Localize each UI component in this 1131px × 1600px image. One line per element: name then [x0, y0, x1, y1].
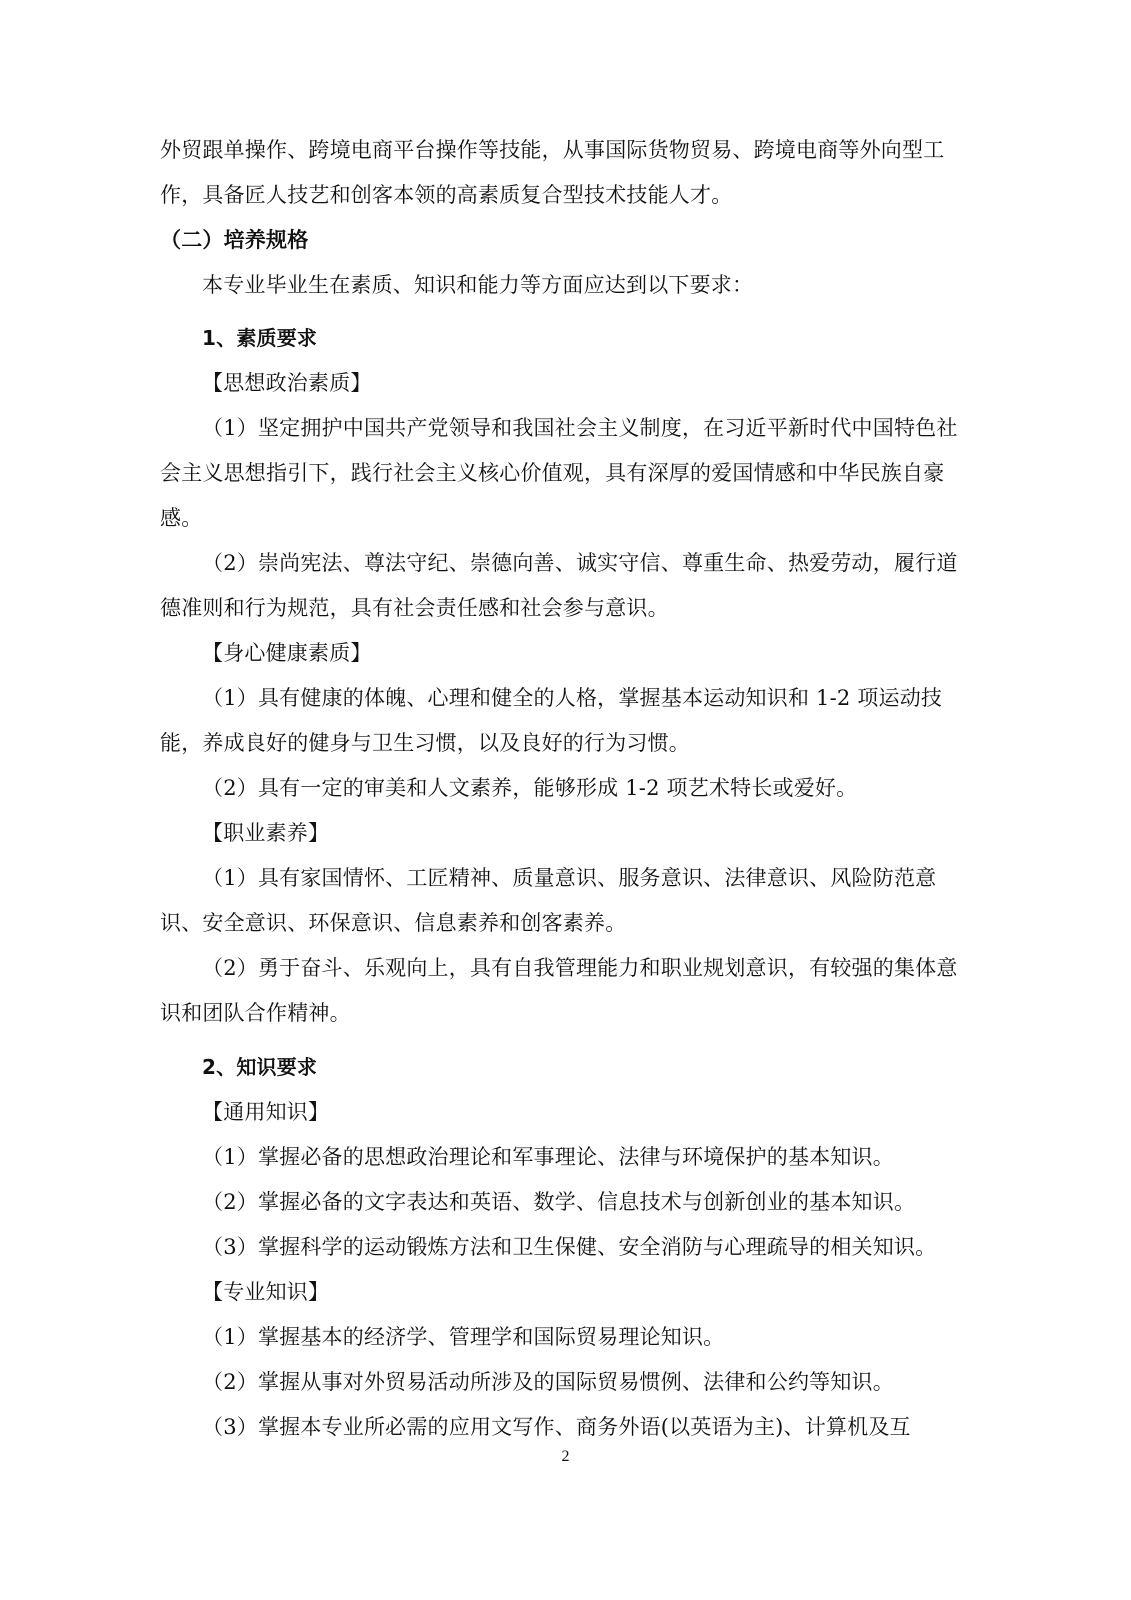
subheading-knowledge-requirements: 2、知识要求 — [202, 1055, 318, 1079]
list-item: （1）掌握基本的经济学、管理学和国际贸易理论知识。 — [202, 1325, 725, 1349]
list-item: （2）具有一定的审美和人文素养，能够形成 1-2 项艺术特长或爱好。 — [202, 776, 858, 800]
page-number: 2 — [561, 1448, 570, 1465]
list-item: （3）掌握科学的运动锻炼方法和卫生保健、安全消防与心理疏导的相关知识。 — [202, 1235, 937, 1259]
list-item: （3）掌握本专业所必需的应用文写作、商务外语(以英语为主)、计算机及互 — [202, 1415, 911, 1439]
list-item: （1）具有健康的体魄、心理和健全的人格，掌握基本运动知识和 1-2 项运动技能，养成良好的健身与卫生习惯，以及良好的行为习惯。 — [160, 686, 943, 755]
list-item: （2）掌握从事对外贸易活动所涉及的国际贸易惯例、法律和公约等知识。 — [202, 1370, 894, 1394]
list-item: （1）掌握必备的思想政治理论和军事理论、法律与环境保护的基本知识。 — [202, 1145, 894, 1169]
category-label-health: 【身心健康素质】 — [202, 641, 372, 665]
subheading-quality-requirements: 1、素质要求 — [202, 326, 318, 350]
document-body — [160, 128, 960, 1450]
category-label-professional: 【职业素养】 — [202, 821, 330, 845]
category-label-general-knowledge: 【通用知识】 — [202, 1100, 330, 1124]
list-item: （1）具有家国情怀、工匠精神、质量意识、服务意识、法律意识、风险防范意识、安全意识、环保意识、信息素养和创客素养。 — [160, 866, 937, 935]
paragraph-continuation: 外贸跟单操作、跨境电商平台操作等技能，从事国际货物贸易、跨境电商等外向型工作，具备匠人技艺和创客本领的高素质复合型技术技能人才。 — [160, 138, 945, 207]
list-item: （2）勇于奋斗、乐观向上，具有自我管理能力和职业规划意识，有较强的集体意识和团队合作精神。 — [160, 956, 958, 1025]
category-label-political: 【思想政治素质】 — [202, 371, 372, 395]
paragraph-intro: 本专业毕业生在素质、知识和能力等方面应达到以下要求： — [202, 273, 754, 297]
category-label-specialized-knowledge: 【专业知识】 — [202, 1280, 330, 1304]
list-item: （2）掌握必备的文字表达和英语、数学、信息技术与创新创业的基本知识。 — [202, 1190, 916, 1214]
list-item: （2）崇尚宪法、尊法守纪、崇德向善、诚实守信、尊重生命、热爱劳动，履行道德准则和行为规范，具有社会责任感和社会参与意识。 — [160, 551, 958, 620]
list-item: （1）坚定拥护中国共产党领导和我国社会主义制度，在习近平新时代中国特色社会主义思想指引下，践行社会主义核心价值观，具有深厚的爱国情感和中华民族自豪感。 — [160, 416, 958, 530]
section-heading-training-specs: （二）培养规格 — [160, 228, 309, 252]
